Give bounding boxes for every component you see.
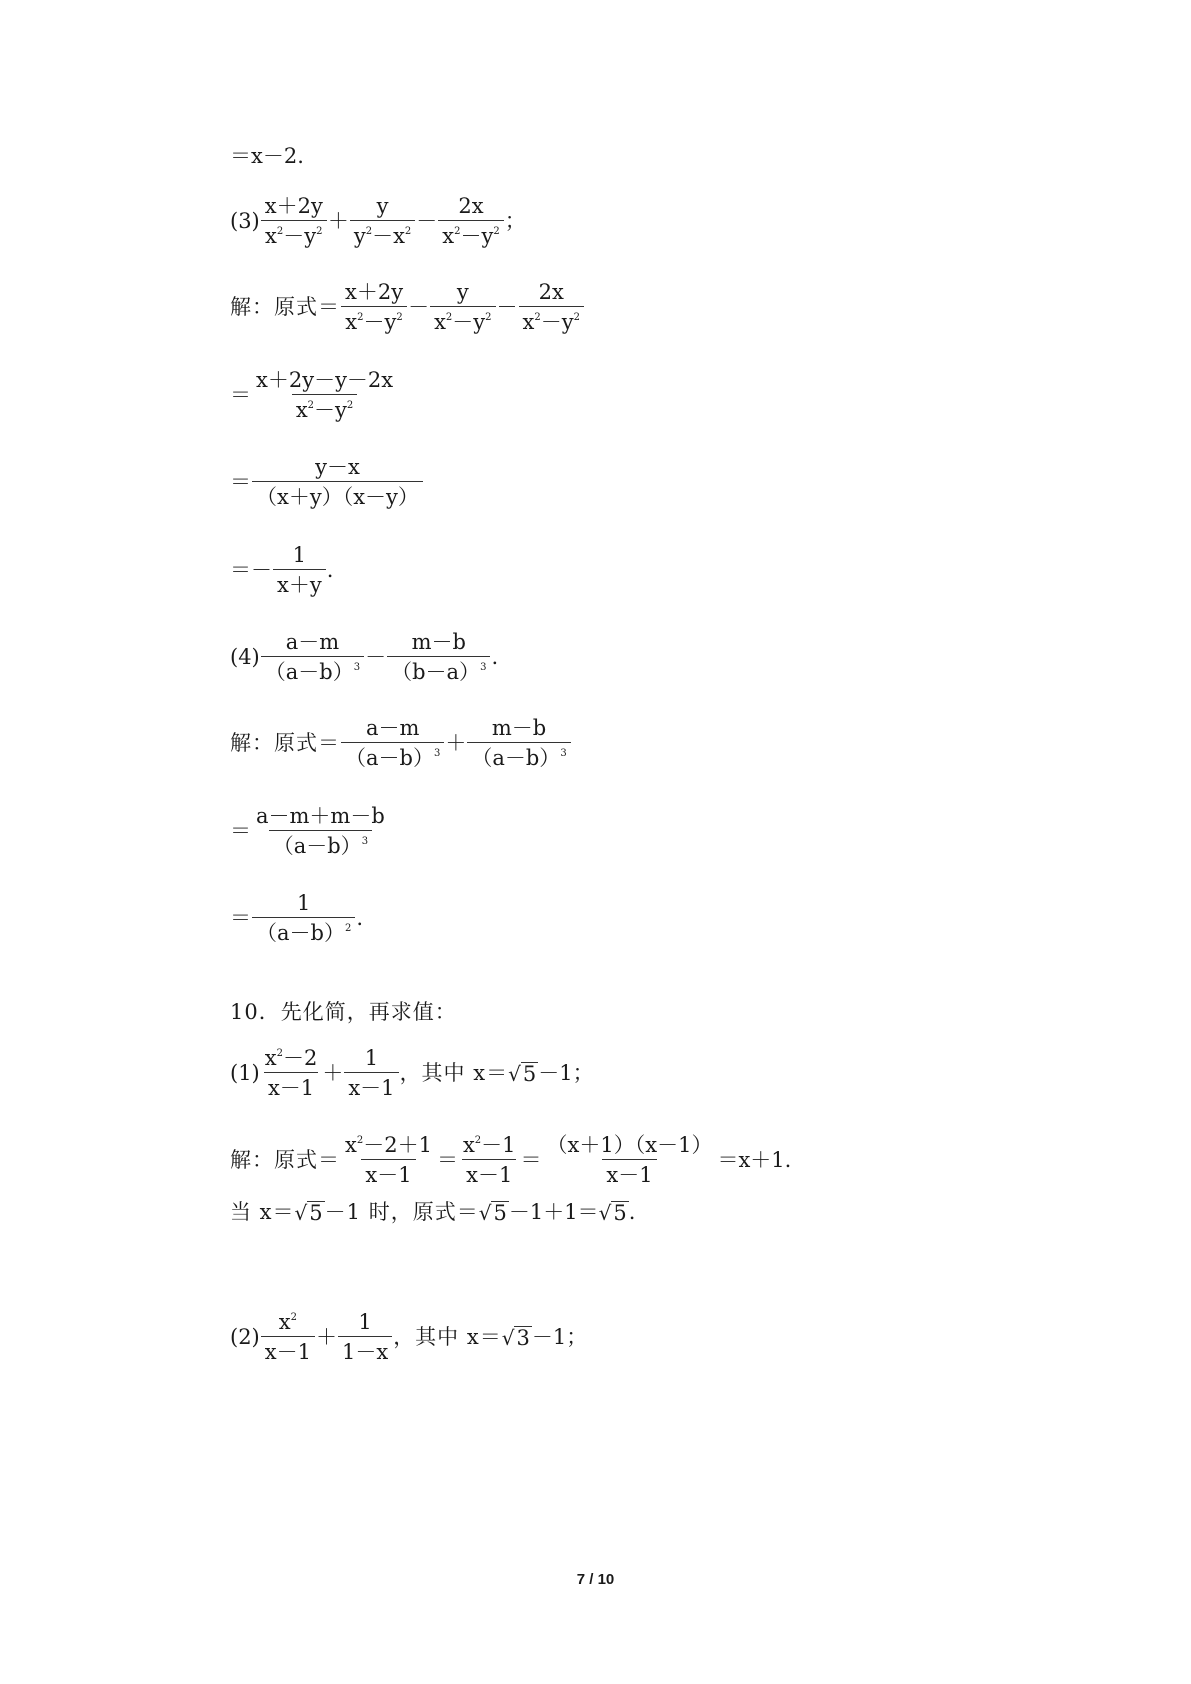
question-10-part-1 [230,1048,594,1099]
numerator: $x^2$ [278,1310,297,1334]
operator: ＋ [322,1061,344,1085]
denominator: $x^2-y^2$ [430,306,495,333]
fraction [261,1048,322,1099]
solution-10-1 [230,1135,791,1186]
fraction [387,632,490,683]
solution-4-step-1 [230,718,572,769]
denominator: $(b-a)^3$ [387,656,490,683]
denominator: x－1 [344,1072,398,1099]
fraction [273,545,326,596]
radical-sign: √ [501,1325,515,1350]
equals: ＝ [230,906,251,930]
radicand: 5 [522,1061,537,1086]
denominator: $(a-b)^3$ [341,742,444,769]
denominator: x＋y [273,569,326,596]
denominator: $(a-b)^3$ [269,830,372,857]
solution-3-step-4 [230,545,333,596]
page-number: 7 / 10 [576,1571,615,1588]
solution-prefix: 解：原式＝ [230,731,340,755]
operator: ＋ [315,1325,337,1349]
denominator: $y^2-x^2$ [350,220,415,247]
numerator: y－x [315,455,360,479]
numerator: x＋2y－y－2x [256,368,394,392]
denominator: $x^2-y^2$ [341,306,406,333]
radicand: 3 [516,1325,530,1350]
text: ＝x－2. [230,144,304,168]
denominator: x－1 [261,1336,315,1363]
equals: ＝ [230,819,251,843]
numerator: m－b [411,630,466,654]
radical-sign: √ [598,1200,612,1225]
equals: ＝ [520,1148,542,1172]
solution-prefix: 解：原式＝ [230,295,340,319]
numerator: 1 [364,1046,379,1070]
fraction [341,718,444,769]
radicand: 5 [309,1201,323,1225]
solution-4-step-2 [230,806,390,857]
denominator: $x^2-y^2$ [438,220,503,247]
equals: ＝ [230,470,251,494]
operator: ＋ [327,209,349,233]
fraction [543,1135,717,1186]
problem-label: (4) [230,645,260,669]
condition-text: ，其中 x＝ [399,1061,509,1085]
fraction [252,806,389,857]
denominator: $(a-b)^2$ [252,917,355,944]
fraction [252,893,355,944]
result-text: ＝x＋1. [717,1148,792,1172]
solution-4-step-3 [230,893,363,944]
denominator: $(a-b)^3$ [261,656,364,683]
condition-text: ，其中 x＝ [393,1325,502,1349]
numerator: a－m [285,630,340,654]
operator: － [416,209,438,233]
fraction [350,196,415,247]
fraction [252,370,397,421]
denominator: x－1 [602,1159,656,1186]
denominator: $x^2-y^2$ [261,220,326,247]
operator: － [408,295,430,319]
punctuation: . [628,1200,636,1225]
numerator: $x^2-2$ [264,1046,318,1070]
numerator: y [376,194,389,218]
condition-tail: －1； [538,1061,594,1085]
numerator: x＋2y [264,194,323,218]
question-text: 10．先化简，再求值： [230,1000,457,1024]
problem-label: (1) [230,1061,260,1085]
solution-3-step-3 [230,457,424,508]
punctuation: ； [504,209,526,233]
radical-sign: √ [478,1200,492,1225]
denominator: x－1 [462,1159,516,1186]
numerator: x＋2y [345,280,404,304]
denominator: $x^2-y^2$ [292,394,357,421]
fraction [467,718,570,769]
operator: － [496,295,518,319]
question-10-part-2 [230,1312,587,1363]
numerator: 1 [358,1310,372,1334]
solution-prefix: 解：原式＝ [230,1148,340,1172]
question-10-heading [230,1002,457,1023]
denominator: x－1 [264,1072,318,1099]
punctuation: . [326,558,334,582]
solution-3-step-2 [230,370,398,421]
text: －1＋1＝ [508,1200,599,1225]
fraction [338,1312,392,1363]
fraction [341,282,407,333]
numerator: 1 [292,543,307,567]
numerator: 2x [538,280,564,304]
numerator: 2x [458,194,484,218]
fraction [261,196,327,247]
fraction [344,1048,398,1099]
fraction [252,457,423,508]
text: －1 时，原式＝ [324,1200,479,1225]
denominator: x－1 [361,1159,415,1186]
numerator: $x^2-2+1$ [345,1133,432,1157]
denominator: 1－x [338,1336,392,1363]
punctuation: . [491,645,499,669]
fraction [459,1135,520,1186]
fraction [341,1135,436,1186]
equals: ＝－ [230,558,272,582]
problem-label: (2) [230,1325,260,1349]
operator: － [365,645,387,669]
numerator: $x^2-1$ [462,1133,516,1157]
numerator: a－m＋m－b [256,804,385,828]
fraction [438,196,503,247]
fraction [261,1312,315,1363]
operator: ＋ [445,731,467,755]
numerator: 1 [296,891,311,915]
problem-3 [230,196,526,247]
denominator: $x^2-y^2$ [519,306,584,333]
equals: ＝ [230,383,251,407]
line-result-x-minus-2 [230,146,304,167]
punctuation: . [356,906,364,930]
radicand: 5 [613,1201,627,1225]
equals: ＝ [436,1148,458,1172]
solution-3-step-1 [230,282,585,333]
numerator: （x＋1）（x－1） [546,1133,713,1157]
denominator: $(a-b)^3$ [467,742,570,769]
numerator: y [456,280,469,304]
fraction [519,282,584,333]
radical-sign: √ [508,1061,521,1086]
problem-label: (3) [230,209,260,233]
condition-tail: －1； [531,1325,588,1349]
solution-10-1-substitution [230,1201,635,1224]
numerator: m－b [491,716,547,740]
fraction [261,632,364,683]
denominator: （x＋y）（x－y） [252,481,423,508]
problem-4 [230,632,498,683]
radicand: 5 [493,1201,507,1225]
numerator: a－m [365,716,420,740]
fraction [430,282,495,333]
text: 当 x＝ [230,1200,295,1225]
radical-sign: √ [294,1200,308,1225]
